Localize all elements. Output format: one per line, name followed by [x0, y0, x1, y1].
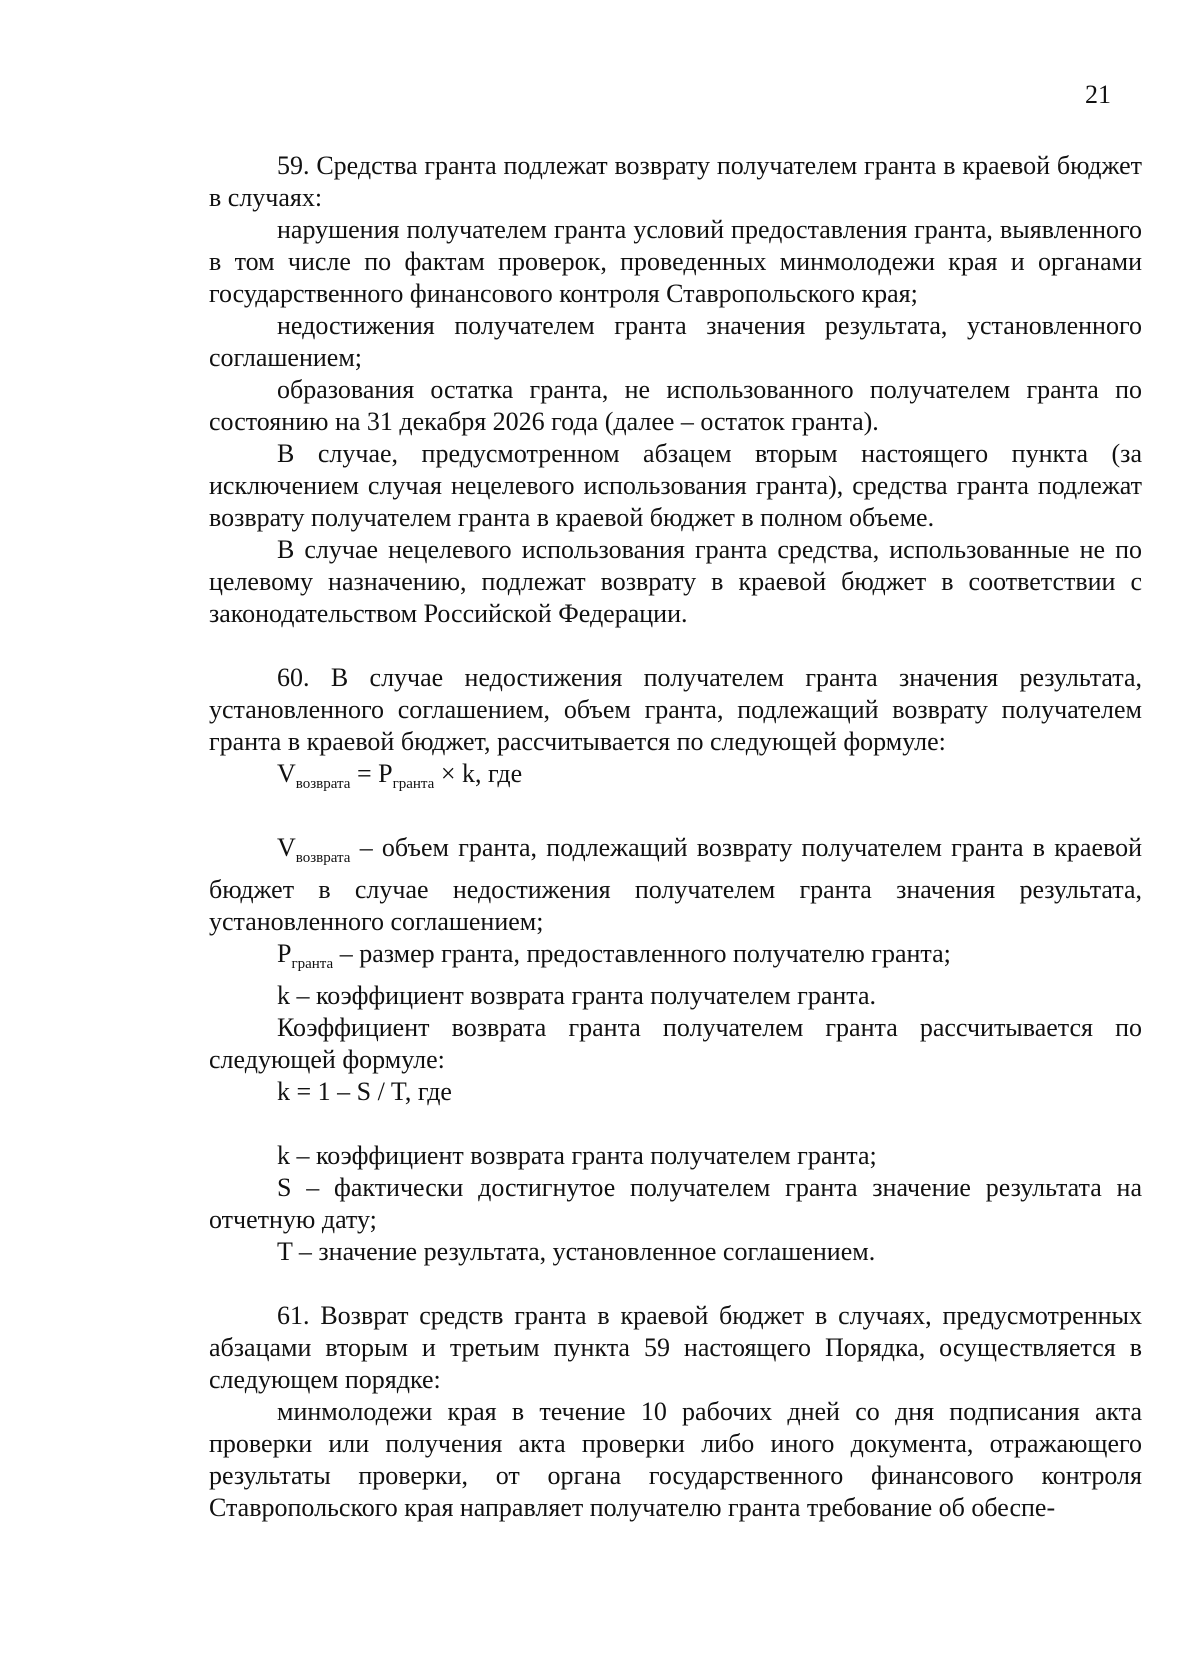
definition-v-text: – объем гранта, подлежащий возврату получателем гранта в краевой бюджет в случае недостижения получателем гранта значения результата, установленного соглашением; [209, 833, 1142, 936]
definition-v-symbol: V [277, 833, 296, 862]
definition-p-symbol: P [277, 939, 292, 968]
paragraph-59-full-return: В случае, предусмотренном абзацем вторым настоящего пункта (за исключением случая нецелевого использования гранта), средства гранта подлежат возврату получателем гранта в краевой бюджет в полном объеме. [209, 439, 1142, 532]
definition-p-text: – размер гранта, предоставленного получателю гранта; [339, 939, 951, 968]
paragraph-61-intro: 61. Возврат средств гранта в краевой бюджет в случаях, предусмотренных абзацами вторым и третьим пункта 59 настоящего Порядка, осуществляется в следующем порядке: [209, 1301, 1142, 1394]
paragraph-60-k-intro: Коэффициент возврата гранта получателем гранта рассчитывается по следующей формуле: [209, 1013, 1142, 1074]
definition-k: k – коэффициент возврата гранта получателем гранта. [277, 981, 877, 1010]
formula-p-subscript: гранта [392, 776, 435, 792]
page-number: 21 [1085, 80, 1111, 109]
formula-equals: = [350, 759, 379, 788]
paragraph-60-intro: 60. В случае недостижения получателем гранта значения результата, установленного соглашением, объем гранта, подлежащий возврату получателем гранта в краевой бюджет, рассчитывается по следующей формуле: [209, 663, 1142, 756]
definition-v-subscript: возврата [295, 850, 351, 866]
paragraph-59-case-result: недостижения получателем гранта значения результата, установленного соглашением; [209, 311, 1142, 372]
formula-coefficient: k = 1 – S / T, где [277, 1077, 452, 1106]
definition-p-subscript: гранта [291, 956, 334, 972]
paragraph-59-intro: 59. Средства гранта подлежат возврату получателем гранта в краевой бюджет в случаях: [209, 151, 1142, 212]
definition-v [209, 832, 1142, 938]
formula-rest: × k, где [434, 759, 523, 788]
paragraph-61-step-1: минмолодежи края в течение 10 рабочих дней со дня подписания акта проверки или получения акта проверки либо иного документа, отражающего результаты проверки, от органа государственного финансового контроля Ставропольского края направляет получателю гранта требование об обеспе- [209, 1397, 1142, 1522]
paragraph-59-case-violation: нарушения получателем гранта условий предоставления гранта, выявленного в том числе по фактам проверок, проведенных минмолодежи края и органами государственного финансового контроля Ставропольского края; [209, 215, 1142, 308]
definition-p [209, 938, 1142, 980]
paragraph-59-case-remainder: образования остатка гранта, не использованного получателем гранта по состоянию на 31 декабря 2026 года (далее – остаток гранта). [209, 375, 1142, 436]
paragraph-59-misuse: В случае нецелевого использования гранта средства, использованные не по целевому назначению, подлежат возврату в краевой бюджет в соответствии с законодательством Российской Федерации. [209, 535, 1142, 628]
definition-t: T – значение результата, установленное соглашением. [277, 1237, 876, 1266]
formula-v-symbol: V [277, 759, 296, 788]
formula-p-symbol: P [378, 759, 393, 788]
document-body [209, 150, 1142, 1524]
definition-k-2: k – коэффициент возврата гранта получателем гранта; [277, 1141, 877, 1170]
formula-v-subscript: возврата [295, 776, 351, 792]
definition-s: S – фактически достигнутое получателем гранта значение результата на отчетную дату; [209, 1173, 1142, 1234]
formula-return-volume [209, 758, 1142, 800]
